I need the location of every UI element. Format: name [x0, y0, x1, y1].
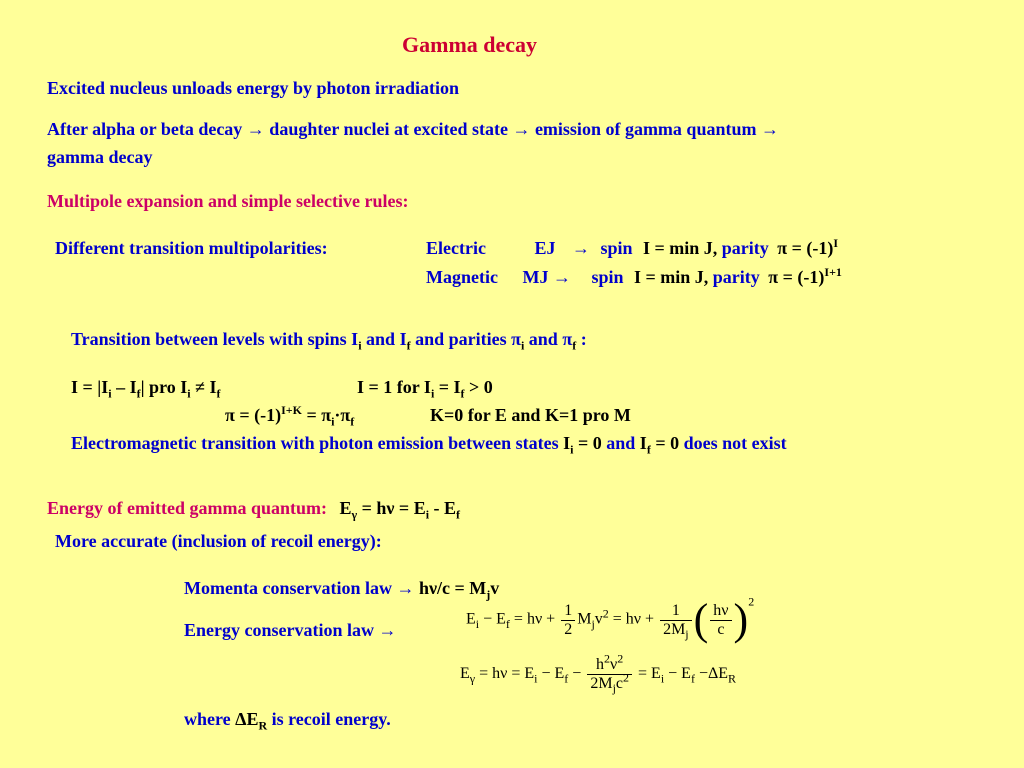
page-title: Gamma decay: [402, 32, 538, 57]
electric-parity-label: parity: [721, 238, 769, 258]
magnetic-parity-label: parity: [712, 267, 760, 287]
magnetic-symbol: MJ →: [522, 267, 571, 287]
magnetic-name: Magnetic: [426, 267, 498, 287]
energy-equation-1: $E_i - E_f = h\nu$ + $\frac{1}{2}$ $M_jv^2 = h\nu$ + $\frac{1}{2M_j}$ ( $\frac{h\nu}{c}$ )$^2$: [466, 594, 755, 644]
electric-row: [426, 238, 838, 259]
accurate-line: More accurate (inclusion of recoil energy):: [55, 531, 382, 551]
intro-line-1: Excited nucleus unloads energy by photon irradiation: [47, 78, 460, 98]
magnetic-spin-label: spin: [591, 267, 624, 287]
em-transition-line: Electromagnetic transition with photon emission between states $I_i = 0$ and $I_f = 0$ does not exist: [71, 433, 787, 457]
energy-law-label: Energy conservation law →: [184, 620, 397, 640]
electric-name: Electric: [426, 238, 486, 258]
electric-parity-rule: $\pi = (-1)^I$: [777, 236, 839, 258]
electric-symbol: EJ: [534, 238, 556, 258]
intro-line-2b: gamma decay: [47, 147, 153, 167]
rule-parity: $\pi = (-1)^{I+K} = \pi_i\cdot\pi_f$: [225, 403, 355, 429]
electric-arrow: →: [571, 238, 590, 258]
recoil-line: where $\Delta E_R$ is recoil energy.: [184, 709, 391, 733]
momenta-line: Momenta conservation law → $h\nu/c = M_jv$: [184, 578, 500, 602]
energy-formula: $E_\gamma = h\nu = E_i - E_f$: [339, 498, 461, 522]
multipolarities-label: Different transition multipolarities:: [55, 238, 328, 258]
rule-spin-diff: $I = |I_i - I_f|$ pro $I_i \ne I_f$: [71, 377, 221, 401]
electric-spin-rule: I = min J,: [643, 238, 718, 258]
multipole-heading: Multipole expansion and simple selective rules:: [47, 191, 409, 211]
intro-line-2a: After alpha or beta decay → daughter nuclei at excited state → emission of gamma quantum →: [47, 119, 779, 139]
magnetic-spin-rule: I = min J,: [634, 267, 709, 287]
energy-equation-2: $E_\gamma = h\nu = E_i - E_f$ − $\frac{h^2\nu^2}{2M_jc^2}$ = $E_i - E_f -\Delta E_R$: [460, 651, 737, 696]
magnetic-row: [426, 267, 842, 288]
magnetic-parity-rule: $\pi = (-1)^{I+1}$: [768, 265, 842, 287]
energy-label-line: [47, 498, 461, 522]
energy-label: Energy of emitted gamma quantum:: [47, 498, 327, 518]
transition-line: Transition between levels with spins $I_i$ and $I_f$ and parities $\pi_i$ and $\pi_f$ :: [71, 329, 587, 353]
rule-k: K=0 for E and K=1 pro M: [430, 405, 631, 425]
rule-spin-one: I = 1 for $I_i = I_f > 0$: [357, 377, 493, 401]
electric-spin-label: spin: [600, 238, 633, 258]
